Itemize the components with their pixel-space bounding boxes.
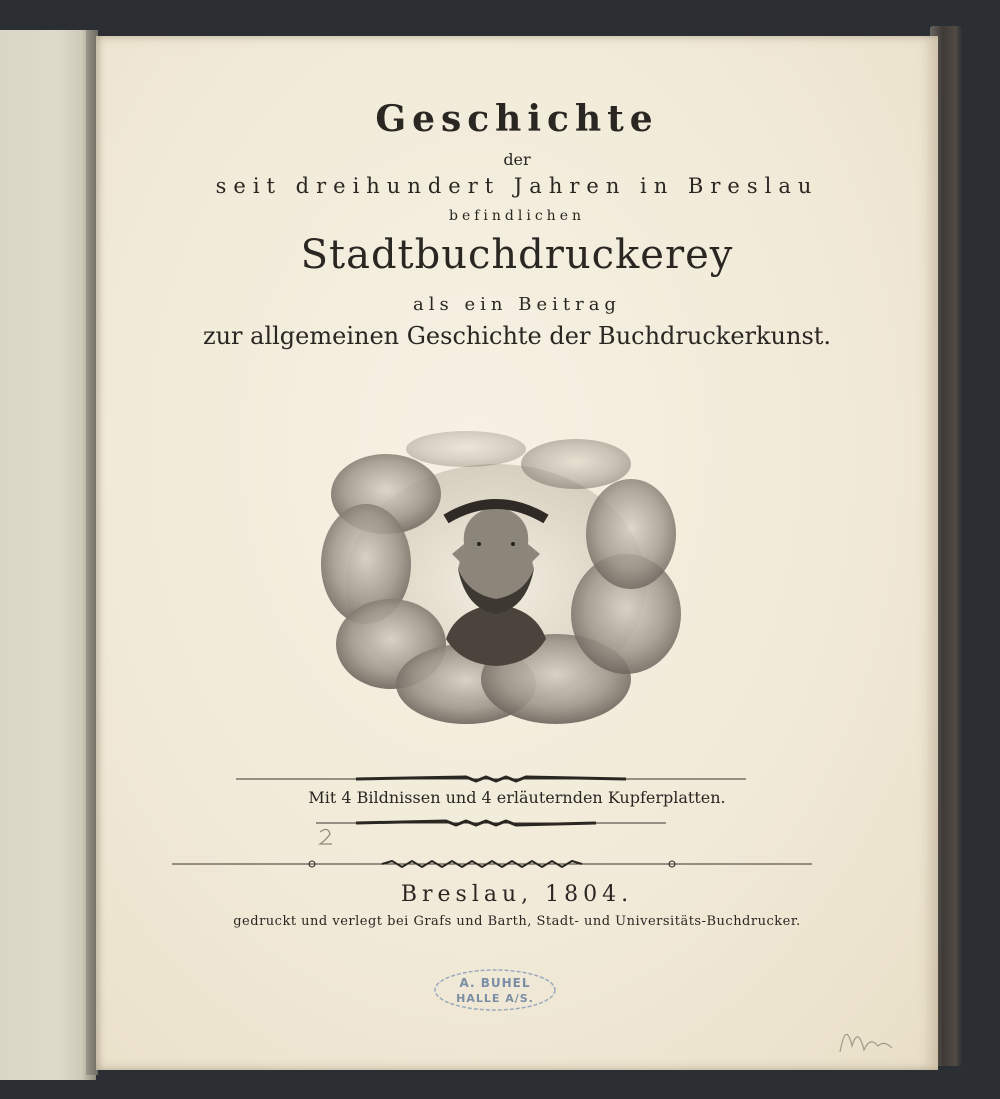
library-stamp (432, 966, 558, 1014)
imprint-line: gedruckt und verlegt bei Grafs und Barth, Stadt- und Universitäts-Buchdrucker. (233, 914, 801, 929)
place-and-year: Breslau, 1804. (400, 882, 634, 907)
title-als-ein-beitrag: als ein Beitrag (413, 294, 621, 315)
title-seit-dreihundert: seit dreihundert Jahren in Breslau (215, 174, 819, 198)
ornamental-rule-middle (316, 818, 666, 828)
left-cover-board (0, 30, 96, 1080)
title-befindlichen: befindlichen (449, 208, 585, 224)
title-page (96, 36, 938, 1070)
plates-note: Mit 4 Bildnissen und 4 erläuternden Kupferplatten. (308, 788, 726, 807)
stamp-line-2: HALLE A/S. (456, 992, 534, 1005)
stamp-oval-icon (432, 966, 558, 1014)
pencil-annotation (316, 826, 340, 848)
stamp-line-1: A. BUHEL (459, 976, 531, 990)
ornamental-rule-top (236, 774, 746, 784)
janus-head-vignette (296, 394, 696, 744)
ornamental-rule-bottom (172, 858, 812, 870)
pencil-scribble-corner (836, 1016, 896, 1060)
title-subtitle: zur allgemeinen Geschichte der Buchdruckerkunst. (202, 322, 832, 350)
book-title-geschichte: Geschichte (375, 98, 659, 140)
title-der: der (503, 150, 531, 169)
title-stadtbuchdruckerey: Stadtbuchdruckerey (300, 232, 734, 278)
